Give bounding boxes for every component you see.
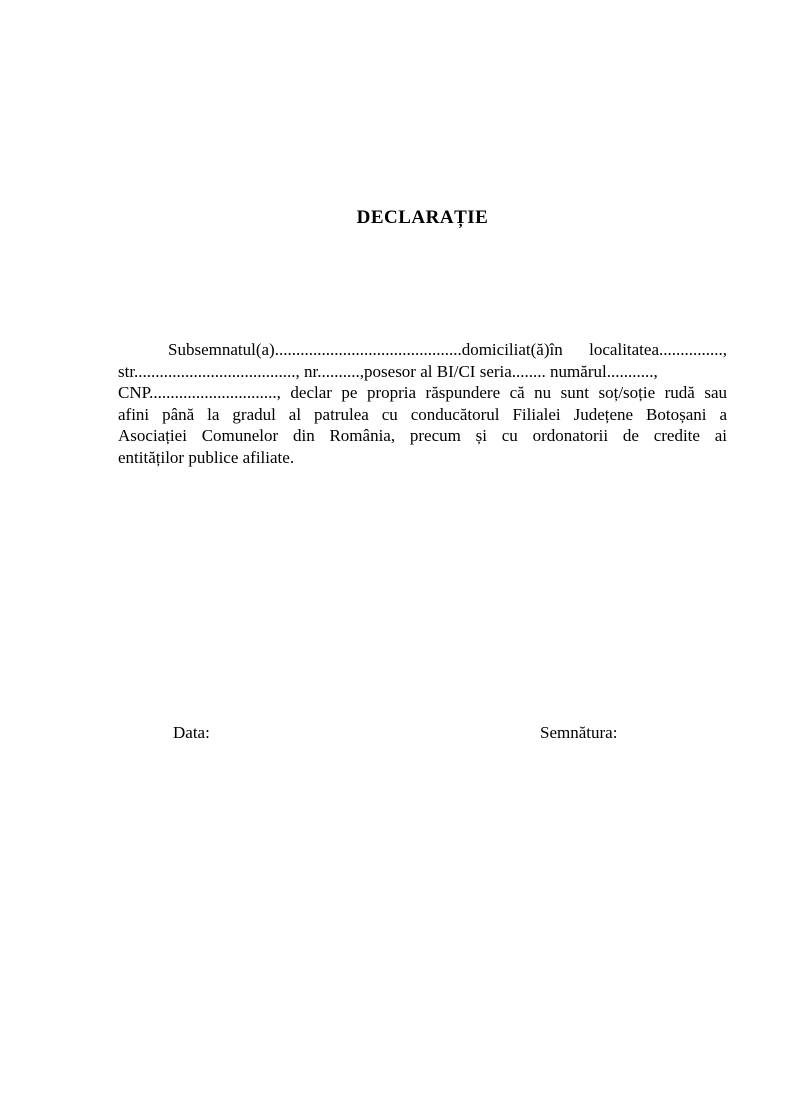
declaration-line: Asociației Comunelor din România, precum și cu ordonatorii de credite ai	[118, 426, 727, 445]
declaration-line: entităților publice afiliate.	[118, 447, 295, 467]
signature-row	[118, 722, 727, 746]
declaration-line: CNP.............................., declar pe propria răspundere că nu sunt soț/soție rudă sau	[118, 383, 727, 402]
document-title: DECLARAȚIE	[356, 207, 489, 228]
declaration-line: Subsemnatul(a)............................................domiciliat(ă)în localitatea...............,	[168, 340, 727, 359]
declaration-line: afini până la gradul al patrulea cu conducătorul Filialei Județene Botoșani a	[118, 404, 727, 424]
date-label: Data:	[173, 723, 210, 742]
declaration-line: str......................................, nr..........,posesor al BI/CI seria........ numărul...........,	[118, 361, 658, 381]
declaration-paragraph	[118, 339, 727, 468]
signature-label: Semnătura:	[540, 723, 618, 742]
